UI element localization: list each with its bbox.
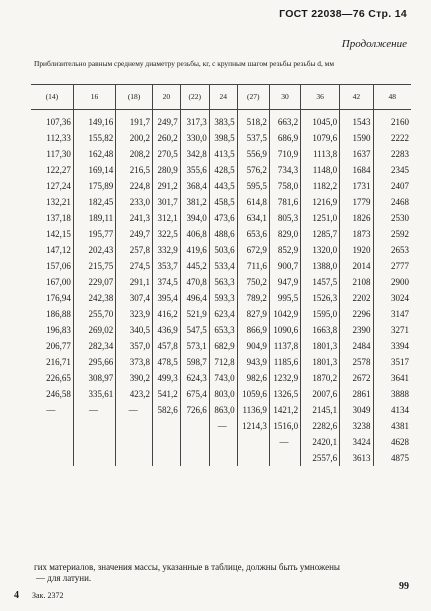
- table-cell: 423,2: [116, 386, 153, 402]
- table-row: [31, 146, 411, 162]
- table-cell: 257,8: [116, 242, 153, 258]
- table-cell: 711,6: [237, 258, 269, 274]
- table-row: [31, 178, 411, 194]
- table-cell: 1526,3: [301, 290, 340, 306]
- table-cell: 233,0: [116, 194, 153, 210]
- table-cell: 1090,6: [269, 322, 300, 338]
- table-cell: 1590: [340, 130, 373, 146]
- table-cell: 2592: [373, 226, 411, 242]
- column-header: (22): [180, 85, 209, 110]
- table-cell: 1059,6: [237, 386, 269, 402]
- table-cell: 1045,0: [301, 110, 340, 131]
- table-cell: 866,9: [237, 322, 269, 338]
- table-cell: 280,9: [152, 162, 180, 178]
- table-cell: 357,0: [116, 338, 153, 354]
- table-cell: 374,5: [152, 274, 180, 290]
- table-cell: 1136,9: [237, 402, 269, 418]
- table-cell: 750,2: [237, 274, 269, 290]
- column-header: 36: [301, 85, 340, 110]
- table-cell: 1870,2: [301, 370, 340, 386]
- table-cell: 488,6: [209, 226, 237, 242]
- column-header: 24: [209, 85, 237, 110]
- table-cell: 1148,0: [301, 162, 340, 178]
- continued-label: Продолжение: [341, 38, 407, 50]
- table-cell: 208,2: [116, 146, 153, 162]
- column-header: 48: [373, 85, 411, 110]
- table-cell: 353,7: [152, 258, 180, 274]
- table-cell: 395,4: [152, 290, 180, 306]
- table-cell: 653,3: [209, 322, 237, 338]
- column-header: 20: [152, 85, 180, 110]
- table-cell: 2672: [340, 370, 373, 386]
- table-cell: 743,0: [209, 370, 237, 386]
- table-cell: [31, 434, 73, 450]
- table-cell: 2861: [340, 386, 373, 402]
- table-cell: 2160: [373, 110, 411, 131]
- table-cell: —: [269, 434, 300, 450]
- table-cell: 216,5: [116, 162, 153, 178]
- table-cell: 2530: [373, 210, 411, 226]
- table-cell: 2407: [373, 178, 411, 194]
- table-caption: Приблизительно равным среднему диаметру резьбы, кг, с крупным шагом резьбы резьбы d, мм: [34, 59, 335, 68]
- table-cell: 478,5: [152, 354, 180, 370]
- table-row: [31, 386, 411, 402]
- table-cell: 2145,1: [301, 402, 340, 418]
- table-cell: 1457,5: [301, 274, 340, 290]
- table-cell: 390,2: [116, 370, 153, 386]
- table-cell: 1320,0: [301, 242, 340, 258]
- table-cell: 598,7: [180, 354, 209, 370]
- table-cell: [73, 434, 115, 450]
- table-cell: 734,3: [269, 162, 300, 178]
- table-cell: [116, 418, 153, 434]
- table-cell: 107,36: [46, 117, 71, 127]
- table-cell: 368,4: [180, 178, 209, 194]
- column-header: (14): [31, 85, 73, 110]
- table-cell: 206,77: [46, 341, 71, 351]
- table-cell: 1801,3: [301, 354, 340, 370]
- table-cell: 149,16: [73, 110, 115, 131]
- table-cell: 176,94: [46, 293, 71, 303]
- table-cell: 189,11: [73, 210, 115, 226]
- table-cell: 503,6: [209, 242, 237, 258]
- table-cell: 710,9: [269, 146, 300, 162]
- table-cell: [209, 450, 237, 466]
- table-cell: 521,9: [180, 306, 209, 322]
- table-row: [31, 290, 411, 306]
- table-cell: 3238: [340, 418, 373, 434]
- table-cell: 827,9: [237, 306, 269, 322]
- table-cell: 1637: [340, 146, 373, 162]
- table-cell: 2202: [340, 290, 373, 306]
- table-cell: 1873: [340, 226, 373, 242]
- table-cell: 2653: [373, 242, 411, 258]
- table-cell: 2283: [373, 146, 411, 162]
- table-cell: 1182,2: [301, 178, 340, 194]
- table-cell: 672,9: [237, 242, 269, 258]
- table-cell: 142,15: [46, 229, 71, 239]
- table-cell: 381,2: [180, 194, 209, 210]
- table-cell: 541,2: [152, 386, 180, 402]
- page-label: Стр. 14: [368, 8, 407, 20]
- table-cell: [73, 418, 115, 434]
- table-cell: 1595,0: [301, 306, 340, 322]
- column-header-row: [31, 85, 411, 110]
- table-cell: 270,5: [152, 146, 180, 162]
- table-cell: 322,5: [152, 226, 180, 242]
- table-cell: [152, 418, 180, 434]
- table-cell: 249,7: [116, 226, 153, 242]
- table-cell: 1731: [340, 178, 373, 194]
- table-cell: 863,0: [209, 402, 237, 418]
- column-header: (18): [116, 85, 153, 110]
- table-cell: 1042,9: [269, 306, 300, 322]
- table-cell: 1516,0: [269, 418, 300, 434]
- table-cell: [152, 450, 180, 466]
- table-cell: 195,77: [73, 226, 115, 242]
- table-cell: 1663,8: [301, 322, 340, 338]
- table-cell: 335,61: [73, 386, 115, 402]
- table-cell: 712,8: [209, 354, 237, 370]
- table-cell: 943,9: [237, 354, 269, 370]
- table-cell: 191,7: [116, 110, 153, 131]
- table-cell: 117,30: [46, 149, 71, 159]
- table-cell: 614,8: [237, 194, 269, 210]
- table-cell: 4628: [373, 434, 411, 450]
- table-cell: 274,5: [116, 258, 153, 274]
- table-cell: 167,00: [46, 277, 71, 287]
- table-cell: 758,0: [269, 178, 300, 194]
- table-cell: 291,1: [116, 274, 153, 290]
- table-cell: 317,3: [180, 110, 209, 131]
- table-cell: 3613: [340, 450, 373, 466]
- table-cell: 226,65: [46, 373, 71, 383]
- table-row: [31, 162, 411, 178]
- table-cell: 229,07: [73, 274, 115, 290]
- table-cell: [180, 434, 209, 450]
- table-cell: 1779: [340, 194, 373, 210]
- table-cell: 663,2: [269, 110, 300, 131]
- table-cell: 330,0: [180, 130, 209, 146]
- table-cell: 1326,5: [269, 386, 300, 402]
- table-cell: 803,0: [209, 386, 237, 402]
- table-cell: 2108: [340, 274, 373, 290]
- table-cell: 556,9: [237, 146, 269, 162]
- table-cell: 186,88: [46, 309, 71, 319]
- table-cell: 457,8: [152, 338, 180, 354]
- table-cell: 332,9: [152, 242, 180, 258]
- table-cell: 249,7: [152, 110, 180, 131]
- table-cell: 3024: [373, 290, 411, 306]
- table-cell: 634,1: [237, 210, 269, 226]
- table-cell: 255,70: [73, 306, 115, 322]
- table-cell: [237, 450, 269, 466]
- table-cell: 2468: [373, 194, 411, 210]
- table-cell: 342,8: [180, 146, 209, 162]
- table-row: [31, 322, 411, 338]
- table-cell: 3641: [373, 370, 411, 386]
- table-cell: 157,06: [46, 261, 71, 271]
- table-cell: [269, 450, 300, 466]
- table-cell: 470,8: [180, 274, 209, 290]
- table-cell: 2007,6: [301, 386, 340, 402]
- table-cell: 995,5: [269, 290, 300, 306]
- table-cell: 1543: [340, 110, 373, 131]
- table-cell: 2900: [373, 274, 411, 290]
- table-cell: 1216,9: [301, 194, 340, 210]
- table-cell: 169,14: [73, 162, 115, 178]
- table-cell: 2296: [340, 306, 373, 322]
- table-cell: 1801,3: [301, 338, 340, 354]
- table-cell: 781,6: [269, 194, 300, 210]
- table-cell: 308,97: [73, 370, 115, 386]
- table-cell: 496,4: [180, 290, 209, 306]
- column-header: 42: [340, 85, 373, 110]
- table-cell: 2484: [340, 338, 373, 354]
- table-cell: 182,45: [73, 194, 115, 210]
- table-cell: 623,4: [209, 306, 237, 322]
- table-row: [31, 242, 411, 258]
- table-cell: 2557,6: [301, 450, 340, 466]
- table-cell: 1113,8: [301, 146, 340, 162]
- table-cell: 413,5: [209, 146, 237, 162]
- table-cell: 394,0: [180, 210, 209, 226]
- table-cell: 982,6: [237, 370, 269, 386]
- table-cell: 200,2: [116, 130, 153, 146]
- column-header: 30: [269, 85, 300, 110]
- table-cell: 2282,6: [301, 418, 340, 434]
- table-cell: 852,9: [269, 242, 300, 258]
- table-cell: 595,5: [237, 178, 269, 194]
- table-row: [31, 110, 411, 131]
- table-cell: 547,5: [180, 322, 209, 338]
- table-cell: 196,83: [46, 325, 71, 335]
- table-cell: 269,02: [73, 322, 115, 338]
- table-cell: 155,82: [73, 130, 115, 146]
- table-cell: [31, 418, 73, 434]
- table-cell: 1388,0: [301, 258, 340, 274]
- table-cell: 2014: [340, 258, 373, 274]
- table-row: [31, 274, 411, 290]
- table-cell: 582,6: [152, 402, 180, 418]
- table-cell: 419,6: [180, 242, 209, 258]
- table-row: [31, 450, 411, 466]
- table-cell: [180, 418, 209, 434]
- table-cell: 215,75: [73, 258, 115, 274]
- table-cell: 246,58: [46, 389, 71, 399]
- order-number: Зак. 2372: [32, 591, 64, 600]
- table-cell: 2345: [373, 162, 411, 178]
- column-header: (27): [237, 85, 269, 110]
- table-cell: 443,5: [209, 178, 237, 194]
- table-cell: 282,34: [73, 338, 115, 354]
- table-cell: 295,66: [73, 354, 115, 370]
- table-cell: —: [209, 418, 237, 434]
- table-cell: 653,6: [237, 226, 269, 242]
- table-cell: 373,8: [116, 354, 153, 370]
- table-cell: 1421,2: [269, 402, 300, 418]
- table-cell: 3147: [373, 306, 411, 322]
- table-cell: 1137,8: [269, 338, 300, 354]
- table-cell: 3394: [373, 338, 411, 354]
- table-row: [31, 418, 411, 434]
- table-cell: 132,21: [46, 197, 71, 207]
- table-cell: 1232,9: [269, 370, 300, 386]
- table-cell: 2222: [373, 130, 411, 146]
- table-cell: 593,3: [209, 290, 237, 306]
- table-cell: 829,0: [269, 226, 300, 242]
- table-cell: 563,3: [209, 274, 237, 290]
- table-cell: 127,24: [46, 181, 71, 191]
- table-cell: 416,2: [152, 306, 180, 322]
- table-cell: 3424: [340, 434, 373, 450]
- table-cell: 340,5: [116, 322, 153, 338]
- table-cell: 112,33: [46, 133, 71, 143]
- table-cell: 307,4: [116, 290, 153, 306]
- table-cell: 202,43: [73, 242, 115, 258]
- page-number-left: 4: [14, 590, 19, 601]
- table-cell: 291,2: [152, 178, 180, 194]
- table-cell: 518,2: [237, 110, 269, 131]
- table-row: [31, 354, 411, 370]
- table-cell: 1214,3: [237, 418, 269, 434]
- table-cell: 805,3: [269, 210, 300, 226]
- thread-mass-table: [31, 84, 411, 466]
- table-cell: 3888: [373, 386, 411, 402]
- table-cell: 175,89: [73, 178, 115, 194]
- table-body: [31, 110, 411, 467]
- table-cell: 537,5: [237, 130, 269, 146]
- table-cell: 436,9: [152, 322, 180, 338]
- table-cell: 499,3: [152, 370, 180, 386]
- table-cell: 4875: [373, 450, 411, 466]
- table-cell: 137,18: [46, 213, 71, 223]
- table-cell: [209, 434, 237, 450]
- table-cell: 323,9: [116, 306, 153, 322]
- table-row: [31, 130, 411, 146]
- table-cell: 355,6: [180, 162, 209, 178]
- footer-note: [34, 562, 394, 584]
- table-cell: 3271: [373, 322, 411, 338]
- table-cell: —: [73, 402, 115, 418]
- table-cell: 947,9: [269, 274, 300, 290]
- table-cell: 2390: [340, 322, 373, 338]
- table-cell: 576,2: [237, 162, 269, 178]
- standard-code: ГОСТ 22038—76: [279, 8, 366, 20]
- table-cell: 398,5: [209, 130, 237, 146]
- table-cell: 473,6: [209, 210, 237, 226]
- table-row: [31, 306, 411, 322]
- table-cell: 162,48: [73, 146, 115, 162]
- table-cell: 675,4: [180, 386, 209, 402]
- table-cell: 1185,6: [269, 354, 300, 370]
- table-cell: 122,27: [46, 165, 71, 175]
- table-cell: [31, 450, 73, 466]
- table-cell: 4134: [373, 402, 411, 418]
- table-cell: 445,2: [180, 258, 209, 274]
- table-cell: 1251,0: [301, 210, 340, 226]
- table-cell: [116, 450, 153, 466]
- table-cell: 242,38: [73, 290, 115, 306]
- table-cell: 3517: [373, 354, 411, 370]
- footer-line-2: — для латуни.: [36, 573, 92, 583]
- table-cell: 428,5: [209, 162, 237, 178]
- table-cell: 2420,1: [301, 434, 340, 450]
- table-row: [31, 434, 411, 450]
- column-header: 16: [73, 85, 115, 110]
- table-cell: 2777: [373, 258, 411, 274]
- table-cell: 726,6: [180, 402, 209, 418]
- table-cell: 383,5: [209, 110, 237, 131]
- table-row: [31, 338, 411, 354]
- table-cell: 2578: [340, 354, 373, 370]
- table-cell: 3049: [340, 402, 373, 418]
- table-row: [31, 210, 411, 226]
- footer-line-1: гих материалов, значения массы, указанные в таблице, должны быть умножены: [34, 562, 340, 572]
- table-cell: 904,9: [237, 338, 269, 354]
- table-cell: 900,7: [269, 258, 300, 274]
- table-row: [31, 402, 411, 418]
- table-row: [31, 370, 411, 386]
- table-cell: 686,9: [269, 130, 300, 146]
- table-cell: 216,71: [46, 357, 71, 367]
- table-cell: [152, 434, 180, 450]
- table-cell: 624,3: [180, 370, 209, 386]
- table-row: [31, 258, 411, 274]
- table-cell: 4381: [373, 418, 411, 434]
- table-cell: [73, 450, 115, 466]
- standard-reference: [279, 8, 407, 20]
- table-cell: 312,1: [152, 210, 180, 226]
- table-cell: 224,8: [116, 178, 153, 194]
- table-cell: 1285,7: [301, 226, 340, 242]
- table-cell: 573,1: [180, 338, 209, 354]
- table-cell: 241,3: [116, 210, 153, 226]
- table-cell: 1826: [340, 210, 373, 226]
- table-cell: 1920: [340, 242, 373, 258]
- table-row: [31, 194, 411, 210]
- table-cell: —: [116, 402, 153, 418]
- table-cell: 301,7: [152, 194, 180, 210]
- table-cell: 147,12: [46, 245, 71, 255]
- table-cell: [116, 434, 153, 450]
- table-row: [31, 226, 411, 242]
- table-cell: 458,5: [209, 194, 237, 210]
- table-cell: [237, 434, 269, 450]
- table-cell: —: [46, 405, 56, 415]
- table-cell: 1684: [340, 162, 373, 178]
- table-cell: 260,2: [152, 130, 180, 146]
- table-cell: 789,2: [237, 290, 269, 306]
- table-cell: [180, 450, 209, 466]
- table-cell: 1079,6: [301, 130, 340, 146]
- page-number-right: 99: [399, 581, 409, 592]
- table-cell: 406,8: [180, 226, 209, 242]
- table-cell: 682,9: [209, 338, 237, 354]
- table-cell: 533,4: [209, 258, 237, 274]
